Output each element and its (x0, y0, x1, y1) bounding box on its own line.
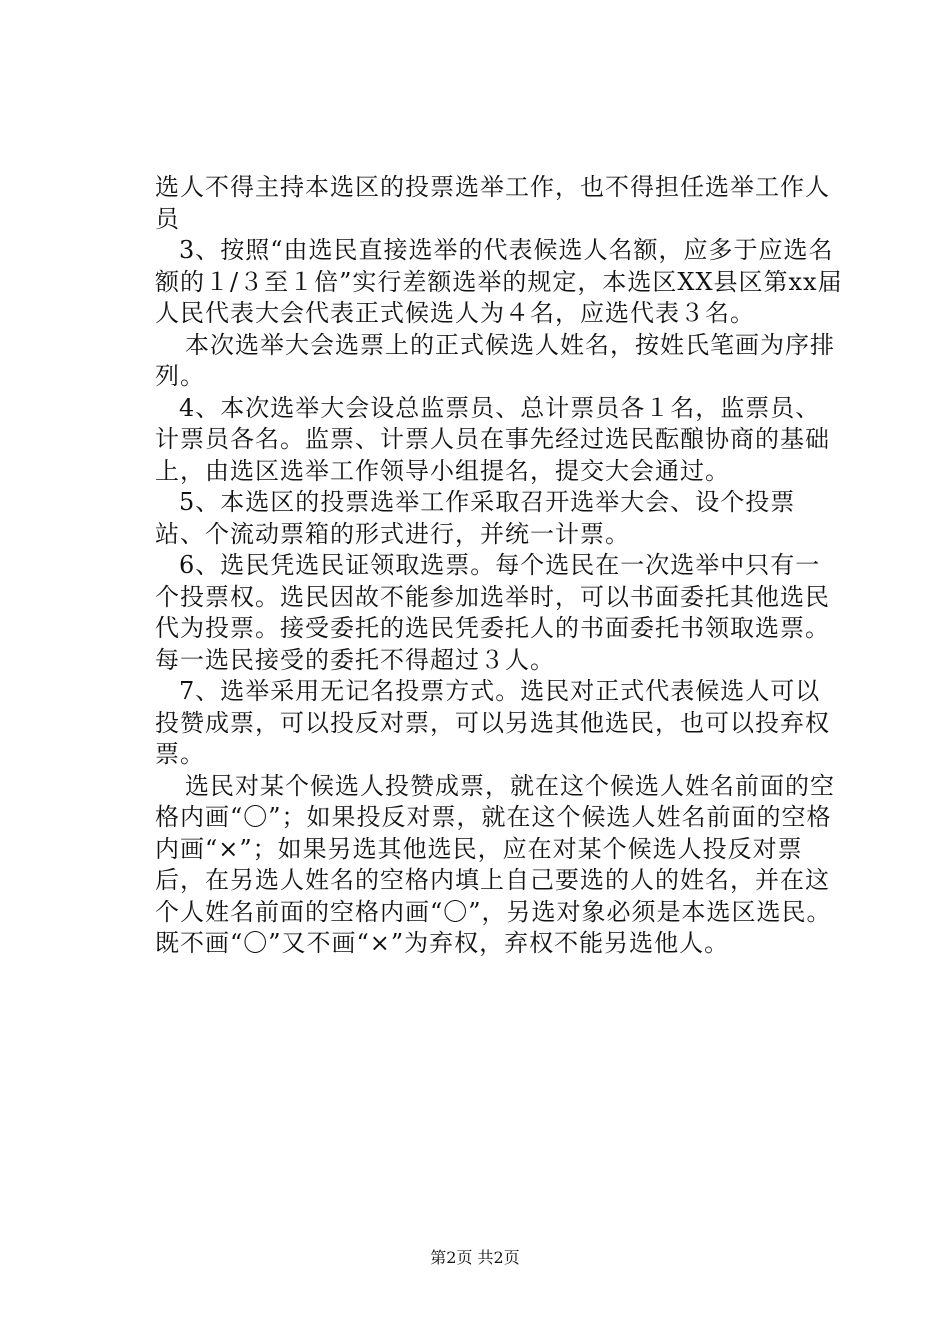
paragraph-item-5: 5、本选区的投票选举工作采取召开选举大会、设个投票站、个流动票箱的形式进行，并统一计票。 (155, 488, 796, 548)
paragraph-item-7: 7、选举采用无记名投票方式。选民对正式代表候选人可以投赞成票，可以投反对票，可以另选其他选民，也可以投弃权票。 (155, 677, 830, 768)
paragraph-item-4: 4、本次选举大会设总监票员、总计票员各１名，监票员、计票员各名。监票、计票人员在事先经过选民酝酿协商的基础上，由选区选举工作领导小组提名，提交大会通过。 (155, 393, 830, 485)
paragraph-item-6: 6、选民凭选民证领取选票。每个选民在一次选举中只有一个投票权。选民因故不能参加选举时，可以书面委托其他选民代为投票。接受委托的选民凭委托人的书面委托书领取选票。每一选民接受的委托不得超过３人。 (155, 551, 830, 674)
paragraph-candidate-order: 本次选举大会选票上的正式候选人姓名，按姓氏笔画为序排列。 (155, 330, 835, 390)
paragraph-item-3: 3、按照“由选民直接选举的代表候选人名额，应多于应选名额的１/３至１倍”实行差额选举的规定，本选区XX县区第xx届人民代表大会代表正式候选人为４名，应选代表３名。 (155, 236, 843, 327)
document-body (155, 172, 845, 960)
page-number-footer: 第2页 共2页 (430, 1248, 520, 1267)
paragraph-voting-marks: 选民对某个候选人投赞成票，就在这个候选人姓名前面的空格内画“〇”；如果投反对票，就在这个候选人姓名前面的空格内画“×”；如果另选其他选民，应在对某个候选人投反对票后，在另选人姓名的空格内填上自己要选的人的姓名，并在这个人姓名前面的空格内画“〇”，另选对象必须是本选区选民。既不画“〇”又不画“×”为弃权，弃权不能另选他人。 (155, 771, 835, 957)
paragraph-continuation: 选人不得主持本选区的投票选举工作，也不得担任选举工作人员 (155, 173, 830, 233)
